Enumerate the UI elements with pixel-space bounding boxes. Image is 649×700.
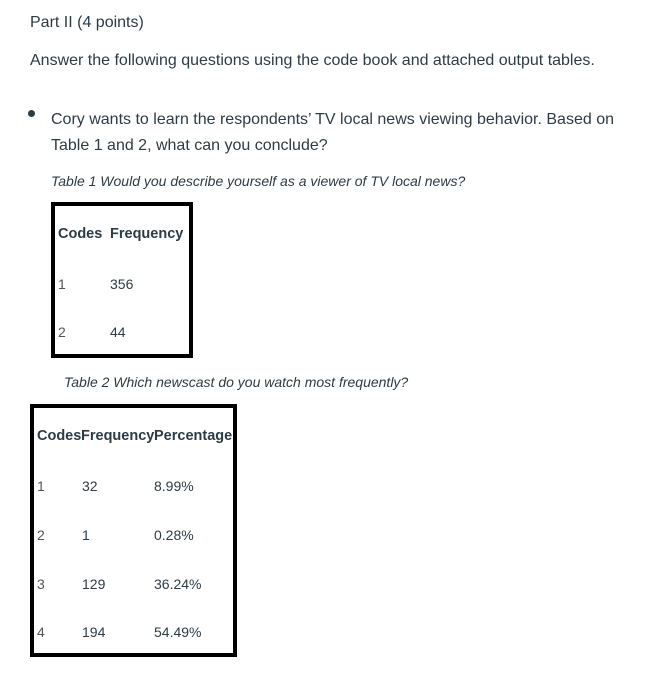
table2-row3-code: 3 — [37, 576, 45, 592]
table1-row1-code: 1 — [58, 276, 66, 292]
bullet-icon — [28, 110, 35, 117]
table2-row3-percentage: 36.24% — [154, 576, 202, 592]
table2-row3-frequency: 129 — [82, 576, 106, 592]
table2-row2-frequency: 1 — [82, 527, 90, 543]
table2-caption: Table 2 Which newscast do you watch most frequently? — [64, 374, 409, 390]
table1-row2-frequency: 44 — [110, 324, 126, 340]
table2-row4-code: 4 — [37, 624, 45, 640]
table2-row1-frequency: 32 — [82, 478, 98, 494]
table1-row1-frequency: 356 — [110, 276, 134, 292]
table2-header-codes: Codes — [37, 428, 82, 444]
section-heading: Part II (4 points) — [30, 14, 144, 31]
table2-row2-code: 2 — [37, 527, 45, 543]
table2-row4-frequency: 194 — [82, 624, 106, 640]
table1-header-codes: Codes — [58, 226, 103, 242]
table2 — [30, 404, 237, 657]
table2-header-frequency: Frequency — [81, 428, 155, 444]
table2-row1-code: 1 — [37, 478, 45, 494]
table2-row2-percentage: 0.28% — [154, 527, 194, 543]
table2-row1-percentage: 8.99% — [154, 478, 194, 494]
table2-row4-percentage: 54.49% — [154, 624, 202, 640]
table2-header-percentage: Percentage — [154, 428, 233, 444]
table1-caption: Table 1 Would you describe yourself as a viewer of TV local news? — [51, 173, 466, 189]
table1-header-frequency: Frequency — [110, 226, 184, 242]
intro-text: Answer the following questions using the code book and attached output tables. — [30, 52, 595, 69]
table1 — [51, 202, 193, 358]
table1-row2-code: 2 — [58, 324, 66, 340]
question-text: Cory wants to learn the respondents’ TV local news viewing behavior. Based on Table 1 and 2, what can you conclude? — [51, 111, 614, 154]
